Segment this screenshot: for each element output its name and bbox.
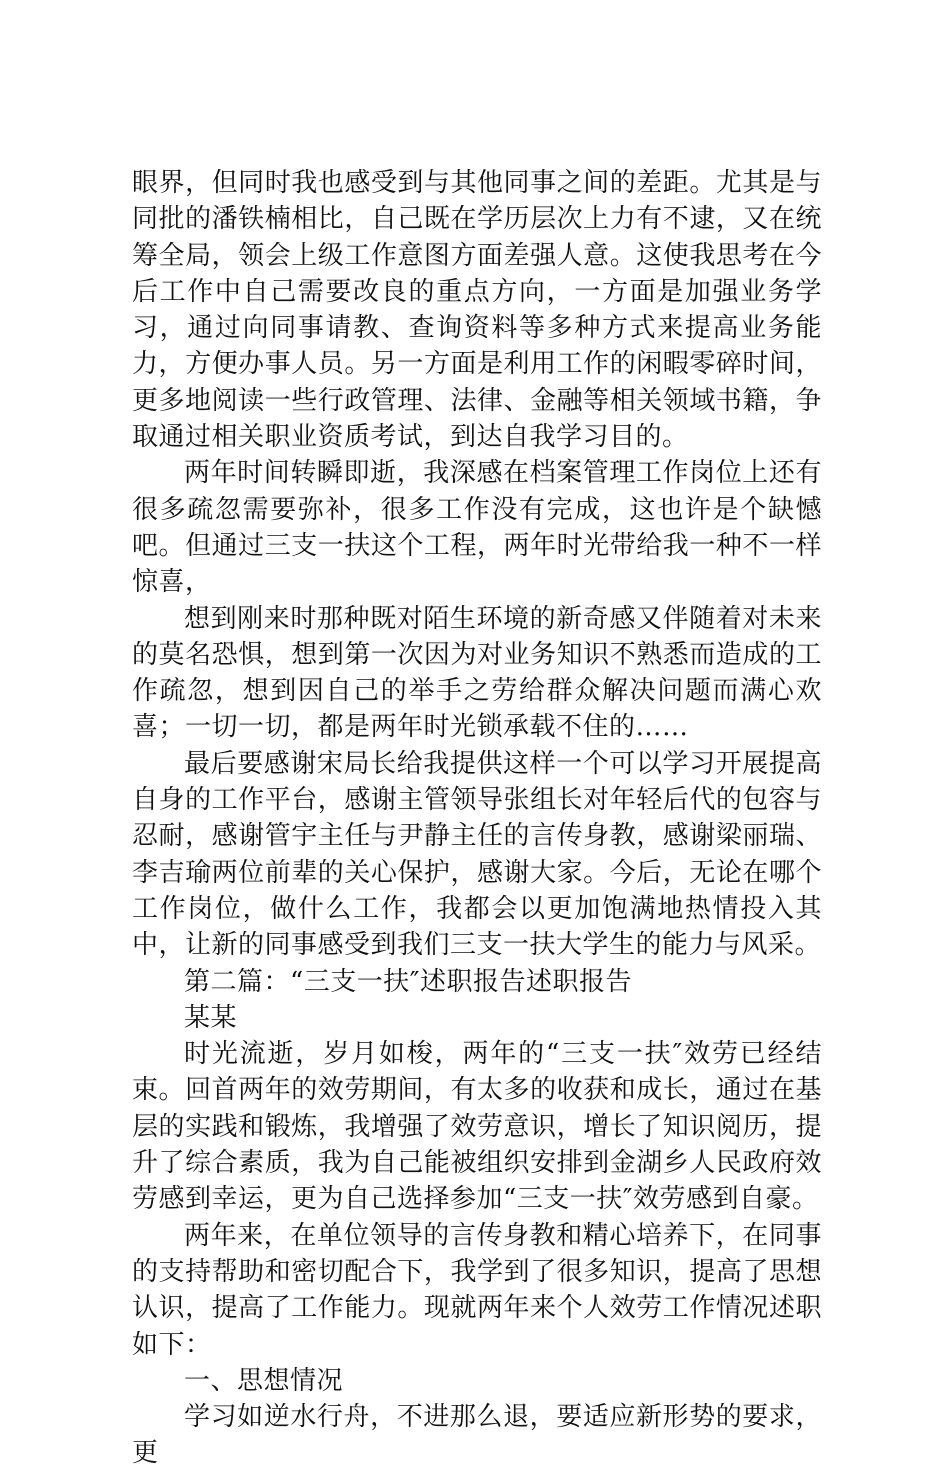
section-heading: 第二篇：“三支一扶″述职报告述职报告 (184, 966, 633, 997)
subsection-heading: 一、思想情况 (184, 1365, 344, 1396)
paragraph: 两年时间转瞬即逝，我深感在档案管理工作岗位上还有很多疏忽需要弥补，很多工作没有完成，这也许是个缺憾吧。但通过三支一扶这个工程，两年时光带给我一种不一样惊喜， (132, 458, 822, 598)
paragraph: 时光流逝，岁月如梭，两年的“三支一扶″效劳已经结束。回首两年的效劳期间，有太多的收获和成长，通过在基层的实践和锻炼，我增强了效劳意识，增长了知识阅历，提升了综合素质，我为自己能被组织安排到金湖乡人民政府效劳感到幸运，更为自己选择参加“三支一扶″效劳感到自豪。 (132, 1039, 822, 1215)
paragraph: 学习如逆水行舟，不进那么退，要适应新形势的要求，更 (132, 1402, 822, 1469)
paragraph-continued: 眼界，但同时我也感受到与其他同事之间的差距。尤其是与同批的潘铁楠相比，自己既在学历层次上力有不逮，又在统筹全局，领会上级工作意图方面差强人意。这使我思考在今后工作中自己需要改良的重点方向，一方面是加强业务学习，通过向同事请教、查询资料等多种方式来提高业务能力，方便办事人员。另一方面是利用工作的闲暇零碎时间，更多地阅读一些行政管理、法律、金融等相关领域书籍，争取通过相关职业资质考试，到达自我学习目的。 (132, 168, 822, 453)
paragraph: 两年来，在单位领导的言传身教和精心培养下，在同事的支持帮助和密切配合下，我学到了很多知识，提高了思想认识，提高了工作能力。现就两年来个人效劳工作情况述职如下： (132, 1220, 822, 1360)
document-body (132, 165, 822, 1472)
paragraph: 最后要感谢宋局长给我提供这样一个可以学习开展提高自身的工作平台，感谢主管领导张组长对年轻后代的包容与忍耐，感谢管宇主任与尹静主任的言传身教，感谢梁丽瑞、李吉瑜两位前辈的关心保护，感谢大家。今后，无论在哪个工作岗位，做什么工作，我都会以更加饱满地热情投入其中，让新的同事感受到我们三支一扶大学生的能力与风采。 (132, 748, 822, 961)
paragraph: 想到刚来时那种既对陌生环境的新奇感又伴随着对未来的莫名恐惧，想到第一次因为对业务知识不熟悉而造成的工作疏忽，想到因自己的举手之劳给群众解决问题而满心欢喜；一切一切，都是两年时光锁承载不住的…… (132, 603, 822, 743)
author-name: 某某 (184, 1002, 238, 1033)
